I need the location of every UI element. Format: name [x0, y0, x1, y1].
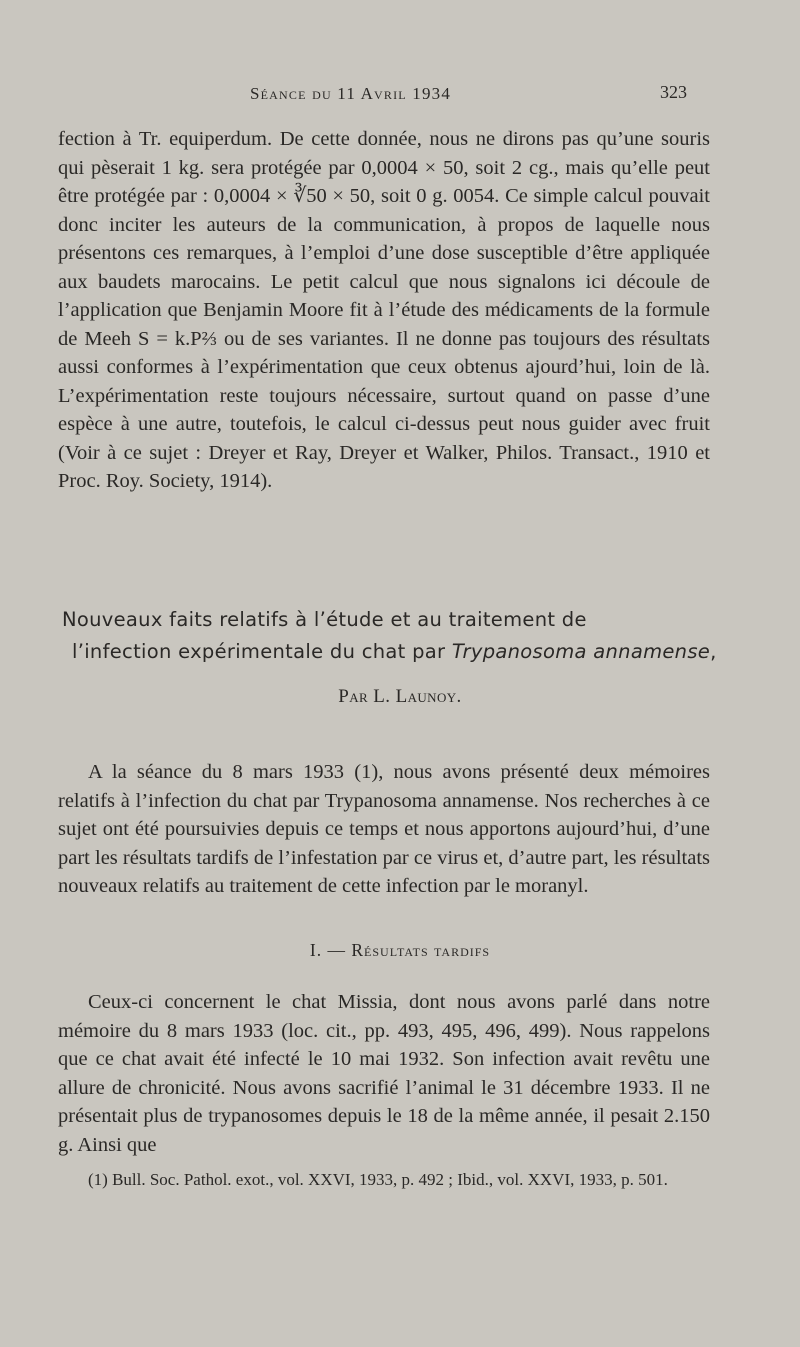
author-byline: Par L. Launoy. [338, 686, 462, 707]
page-number: 323 [660, 82, 687, 102]
running-title: Séance du 11 Avril 1934 [250, 84, 452, 103]
paragraph-text: Ceux-ci concernent le chat Missia, dont nous avons parlé dans notre mémoire du 8 mars 1933 (loc. cit., pp. 493, 495, 496, 499). Nous rappelons que ce chat avait été infecté le 10 mai 1932. Son infection avait revêtu une allure de chronicité. Nous avons sacrifié l’animal le 31 décembre 1933. Il ne présentait plus de trypanosomes depuis le 18 de la même année, il pesait 2.150 g. Ainsi que [58, 991, 710, 1156]
article-title [62, 604, 722, 668]
intro-paragraph [58, 758, 710, 901]
article-title-line2 [62, 636, 722, 668]
paragraph-text: A la séance du 8 mars 1933 (1), nous avons présenté deux mémoires relatifs à l’infection du chat par Trypanosoma annamense. Nos recherches à ce sujet ont été poursuivies depuis ce temps et nous apportons aujourd’hui, d’une part les résultats tardifs de l’infestation par ce virus et, d’autre part, les résultats nouveaux relatifs au traitement de cette infection par le moranyl. [58, 761, 710, 897]
section-heading: I. — Résultats tardifs [309, 940, 491, 960]
footnote [58, 1166, 710, 1193]
running-header [0, 84, 800, 114]
article-title-species: Trypanosoma annamense [451, 640, 711, 663]
continued-paragraph [58, 125, 710, 496]
results-paragraph [58, 988, 710, 1159]
paragraph-text: fection à Tr. equiperdum. De cette donnée, nous ne dirons pas qu’une souris qui pèserait 1 kg. sera protégée par 0,0004 × 50, soit 2 cg., mais qu’elle peut être protégée par : 0,0004 × ∛50 × 50, soit 0 g. 0054. Ce simple calcul pouvait donc inciter les auteurs de la communication, à propos de laquelle nous présentons ces remarques, à l’emploi d’une dose susceptible d’être appliquée aux baudets marocains. Le petit calcul que nous signalons ici découle de l’application que Benjamin Moore fit à l’étude des médicaments de la formule de Meeh S = k.P⅔ ou de ses variantes. Il ne donne pas toujours des résultats aussi conformes à l’expérimentation que ceux obtenus ajourd’hui, loin de là. L’expérimentation reste toujours nécessaire, surtout quand on passe d’une espèce à une autre, toutefois, le calcul ci-dessus peut nous guider avec fruit (Voir à ce sujet : Dreyer et Ray, Dreyer et Walker, Philos. Transact., 1910 et Proc. Roy. Society, 1914). [58, 128, 710, 492]
footnote-text: (1) Bull. Soc. Pathol. exot., vol. XXVI, 1933, p. 492 ; Ibid., vol. XXVI, 1933, p. 501. [88, 1170, 668, 1189]
article-title-line1: Nouveaux faits relatifs à l’étude et au traitement de [62, 608, 587, 631]
article-title-comma: , [710, 640, 717, 663]
article-title-line2-text: l’infection expérimentale du chat par [72, 640, 452, 663]
